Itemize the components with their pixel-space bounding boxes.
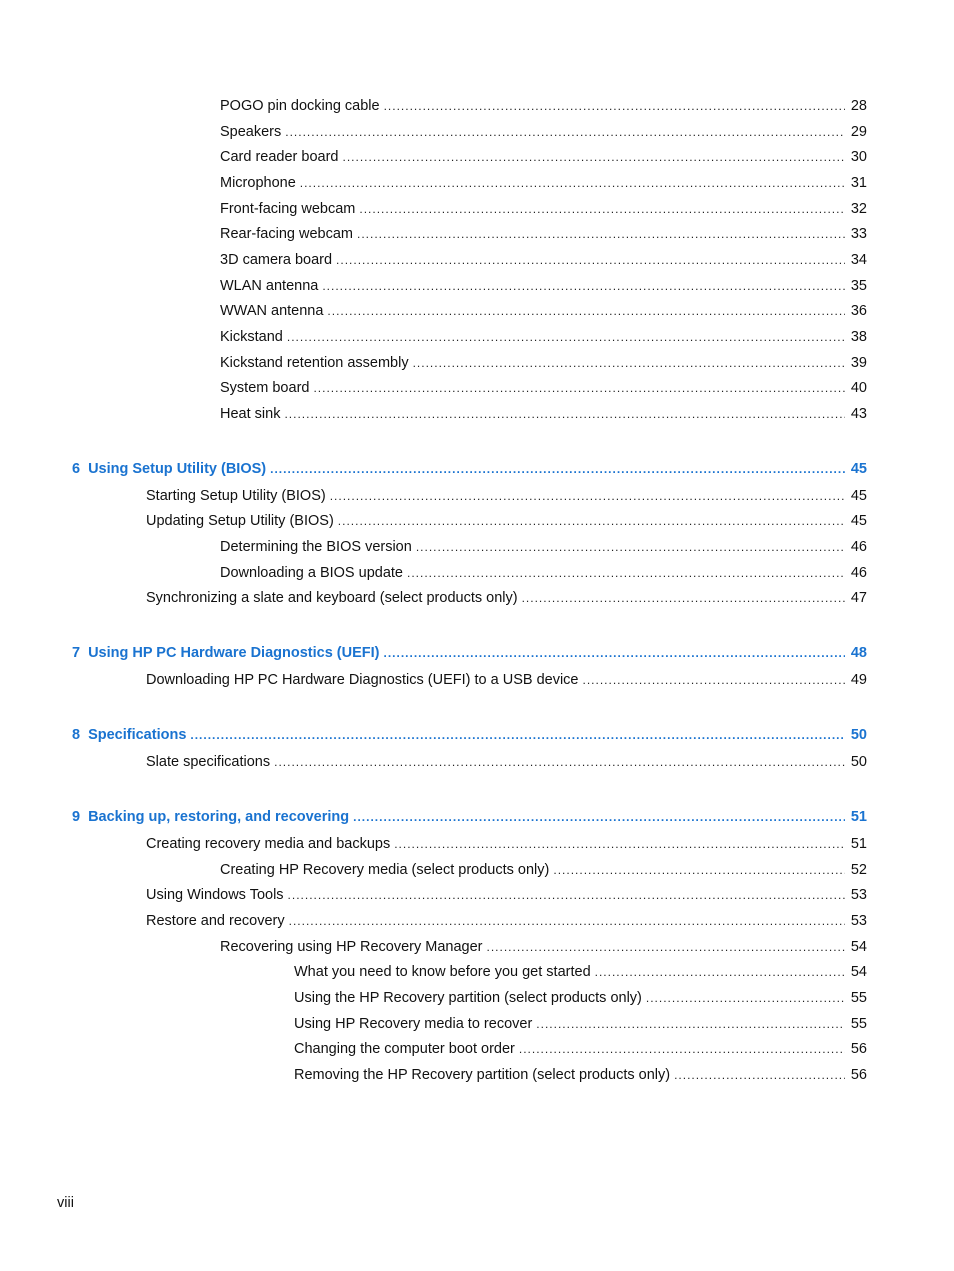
toc-entry-text: Removing the HP Recovery partition (select products only) [294, 1067, 671, 1083]
toc-page-number: 51 [850, 836, 867, 852]
dot-leader [394, 834, 845, 854]
toc-page-number: 43 [850, 406, 867, 422]
toc-entry-title [72, 725, 190, 745]
toc-page-number: 52 [850, 862, 867, 878]
toc-entry-title [294, 1039, 519, 1059]
toc-entry-title [294, 962, 595, 982]
toc-page-number: 55 [850, 990, 867, 1006]
toc-entry[interactable] [220, 96, 867, 116]
toc-page-number: 45 [850, 488, 867, 504]
toc-page-number: 39 [850, 355, 867, 371]
toc-page-number: 45 [850, 513, 867, 529]
toc-entry[interactable] [294, 988, 867, 1008]
toc-entry-text: Card reader board [220, 149, 339, 165]
toc-page-number: 53 [850, 913, 867, 929]
toc-entry-text: What you need to know before you get started [294, 964, 591, 980]
toc-entry-title [220, 122, 285, 142]
dot-leader [536, 1014, 845, 1034]
toc-entry[interactable] [220, 147, 867, 167]
toc-entry[interactable] [220, 276, 867, 296]
toc-entry[interactable] [146, 511, 867, 531]
toc-entry-title [220, 224, 357, 244]
dot-leader [336, 250, 845, 270]
toc-entry-text: Creating recovery media and backups [146, 836, 391, 852]
dot-leader [416, 537, 845, 557]
toc-entry-title [294, 988, 646, 1008]
dot-leader [353, 807, 845, 827]
toc-entry-text: Front-facing webcam [220, 201, 356, 217]
toc-entry-title [220, 199, 359, 219]
toc-page-number: 48 [850, 645, 867, 661]
toc-entry[interactable] [294, 1065, 867, 1085]
toc-page-number: 45 [850, 461, 867, 477]
toc-entry-text: POGO pin docking cable [220, 98, 380, 114]
toc-page-number: 54 [850, 964, 867, 980]
dot-leader [413, 353, 845, 373]
toc-entry-title [220, 147, 343, 167]
toc-page-number: 40 [850, 380, 867, 396]
toc-entry-title [220, 563, 407, 583]
dot-leader [674, 1065, 845, 1085]
toc-entry-text: Specifications [88, 727, 187, 743]
toc-page-number: 32 [850, 201, 867, 217]
dot-leader [285, 122, 845, 142]
toc-chapter-entry[interactable] [72, 725, 867, 745]
dot-leader [595, 962, 845, 982]
dot-leader [522, 588, 845, 608]
dot-leader [274, 752, 845, 772]
toc-entry[interactable] [146, 486, 867, 506]
toc-entry[interactable] [294, 1014, 867, 1034]
toc-entry-text: Using Setup Utility (BIOS) [88, 461, 267, 477]
toc-entry[interactable] [220, 199, 867, 219]
dot-leader [384, 96, 845, 116]
dot-leader [289, 911, 845, 931]
toc-entry-text: Rear-facing webcam [220, 226, 353, 242]
toc-entry[interactable] [146, 752, 867, 772]
toc-page-number: 38 [850, 329, 867, 345]
toc-entry-text: Heat sink [220, 406, 281, 422]
toc-chapter-entry[interactable] [72, 459, 867, 479]
toc-entry-title [146, 752, 274, 772]
toc-page-number: 55 [850, 1016, 867, 1032]
toc-entry[interactable] [220, 563, 867, 583]
toc-entry-title [220, 404, 284, 424]
toc-entry-title [146, 511, 338, 531]
toc-entry-text: WWAN antenna [220, 303, 324, 319]
toc-entry-text: Downloading a BIOS update [220, 565, 403, 581]
toc-entry[interactable] [146, 885, 867, 905]
toc-page-number: 28 [850, 98, 867, 114]
toc-entry-text: Microphone [220, 175, 296, 191]
toc-entry[interactable] [220, 537, 867, 557]
chapter-number: 7 [72, 645, 81, 661]
toc-page-number: 30 [850, 149, 867, 165]
toc-entry[interactable] [220, 301, 867, 321]
toc-entry-text: Speakers [220, 124, 282, 140]
dot-leader [284, 404, 844, 424]
toc-entry[interactable] [220, 860, 867, 880]
toc-entry-text: Using HP PC Hardware Diagnostics (UEFI) [88, 645, 380, 661]
toc-entry-text: Creating HP Recovery media (select products only) [220, 862, 550, 878]
toc-page-number: 50 [850, 727, 867, 743]
dot-leader [313, 378, 844, 398]
toc-entry-text: Downloading HP PC Hardware Diagnostics (UEFI) to a USB device [146, 672, 579, 688]
toc-entry-title [294, 1014, 536, 1034]
toc-entry-title [220, 937, 486, 957]
dot-leader [300, 173, 845, 193]
toc-entry-text: Synchronizing a slate and keyboard (select products only) [146, 590, 518, 606]
dot-leader [343, 147, 845, 167]
toc-entry[interactable] [220, 173, 867, 193]
toc-page-number: 34 [850, 252, 867, 268]
toc-entry-title [146, 588, 522, 608]
page-number: viii [57, 1195, 74, 1211]
toc-entry-title [220, 276, 322, 296]
dot-leader [327, 301, 844, 321]
toc-entry-text: Determining the BIOS version [220, 539, 412, 555]
dot-leader [583, 670, 845, 690]
toc-entry-text: Backing up, restoring, and recovering [88, 809, 350, 825]
toc-entry-title [220, 860, 553, 880]
toc-entry[interactable] [294, 1039, 867, 1059]
dot-leader [519, 1039, 845, 1059]
toc-entry-title [146, 670, 583, 690]
toc-page-number: 47 [850, 590, 867, 606]
toc-page-number: 46 [850, 565, 867, 581]
toc-entry-text: Using HP Recovery media to recover [294, 1016, 533, 1032]
toc-entry-text: Updating Setup Utility (BIOS) [146, 513, 334, 529]
toc-entry[interactable] [146, 588, 867, 608]
toc-entry[interactable] [146, 834, 867, 854]
toc-page-number: 29 [850, 124, 867, 140]
dot-leader [407, 563, 845, 583]
toc-entry-text: Using the HP Recovery partition (select products only) [294, 990, 642, 1006]
dot-leader [383, 643, 844, 663]
dot-leader [270, 459, 845, 479]
toc-page-number: 53 [850, 887, 867, 903]
chapter-number: 8 [72, 727, 81, 743]
toc-entry-title [220, 537, 416, 557]
toc-page-number: 49 [850, 672, 867, 688]
toc-entry[interactable] [146, 911, 867, 931]
toc-entry[interactable] [220, 404, 867, 424]
toc-entry-text: Kickstand retention assembly [220, 355, 409, 371]
dot-leader [330, 486, 845, 506]
toc-entry[interactable] [220, 937, 867, 957]
chapter-number: 9 [72, 809, 81, 825]
toc-entry[interactable] [146, 670, 867, 690]
toc-entry-title [220, 378, 313, 398]
toc-entry-title [220, 96, 384, 116]
toc-entry-title [146, 834, 394, 854]
toc-page-number: 54 [850, 939, 867, 955]
toc-entry-title [220, 327, 287, 347]
toc-entry[interactable] [220, 353, 867, 373]
toc-entry[interactable] [220, 378, 867, 398]
toc-page-number: 36 [850, 303, 867, 319]
toc-entry-title [220, 353, 413, 373]
dot-leader [357, 224, 845, 244]
dot-leader [338, 511, 845, 531]
toc-entry-title [220, 250, 336, 270]
toc-entry[interactable] [220, 122, 867, 142]
toc-entry[interactable] [220, 327, 867, 347]
dot-leader [190, 725, 844, 745]
toc-entry-text: Starting Setup Utility (BIOS) [146, 488, 326, 504]
toc-page-number: 33 [850, 226, 867, 242]
toc-entry-title [146, 486, 330, 506]
toc-entry-text: Restore and recovery [146, 913, 285, 929]
toc-entry-title [220, 301, 327, 321]
toc-entry-text: System board [220, 380, 310, 396]
dot-leader [553, 860, 845, 880]
toc-entry-title [146, 885, 288, 905]
toc-page-number: 50 [850, 754, 867, 770]
toc-entry[interactable] [294, 962, 867, 982]
toc-entry-title [294, 1065, 674, 1085]
dot-leader [288, 885, 845, 905]
toc-entry-title [72, 459, 270, 479]
toc-chapter-entry[interactable] [72, 643, 867, 663]
dot-leader [322, 276, 845, 296]
dot-leader [287, 327, 845, 347]
toc-entry[interactable] [220, 250, 867, 270]
toc-entry-text: Kickstand [220, 329, 283, 345]
toc-entry-text: Recovering using HP Recovery Manager [220, 939, 483, 955]
toc-entry[interactable] [220, 224, 867, 244]
toc-entry-title [72, 643, 383, 663]
toc-entry-title [220, 173, 300, 193]
toc-page-number: 56 [850, 1067, 867, 1083]
toc-chapter-entry[interactable] [72, 807, 867, 827]
toc-entry-title [72, 807, 353, 827]
toc-entry-text: Slate specifications [146, 754, 271, 770]
toc-entry-text: 3D camera board [220, 252, 333, 268]
toc-entry-text: Changing the computer boot order [294, 1041, 515, 1057]
toc-entry-text: Using Windows Tools [146, 887, 284, 903]
toc-page-number: 31 [850, 175, 867, 191]
dot-leader [359, 199, 844, 219]
toc-entry-text: WLAN antenna [220, 278, 319, 294]
toc-entry-title [146, 911, 289, 931]
chapter-number: 6 [72, 461, 81, 477]
toc-page-number: 51 [850, 809, 867, 825]
toc-page-number: 35 [850, 278, 867, 294]
dot-leader [486, 937, 844, 957]
toc-page-number: 46 [850, 539, 867, 555]
toc-page-number: 56 [850, 1041, 867, 1057]
dot-leader [646, 988, 845, 1008]
